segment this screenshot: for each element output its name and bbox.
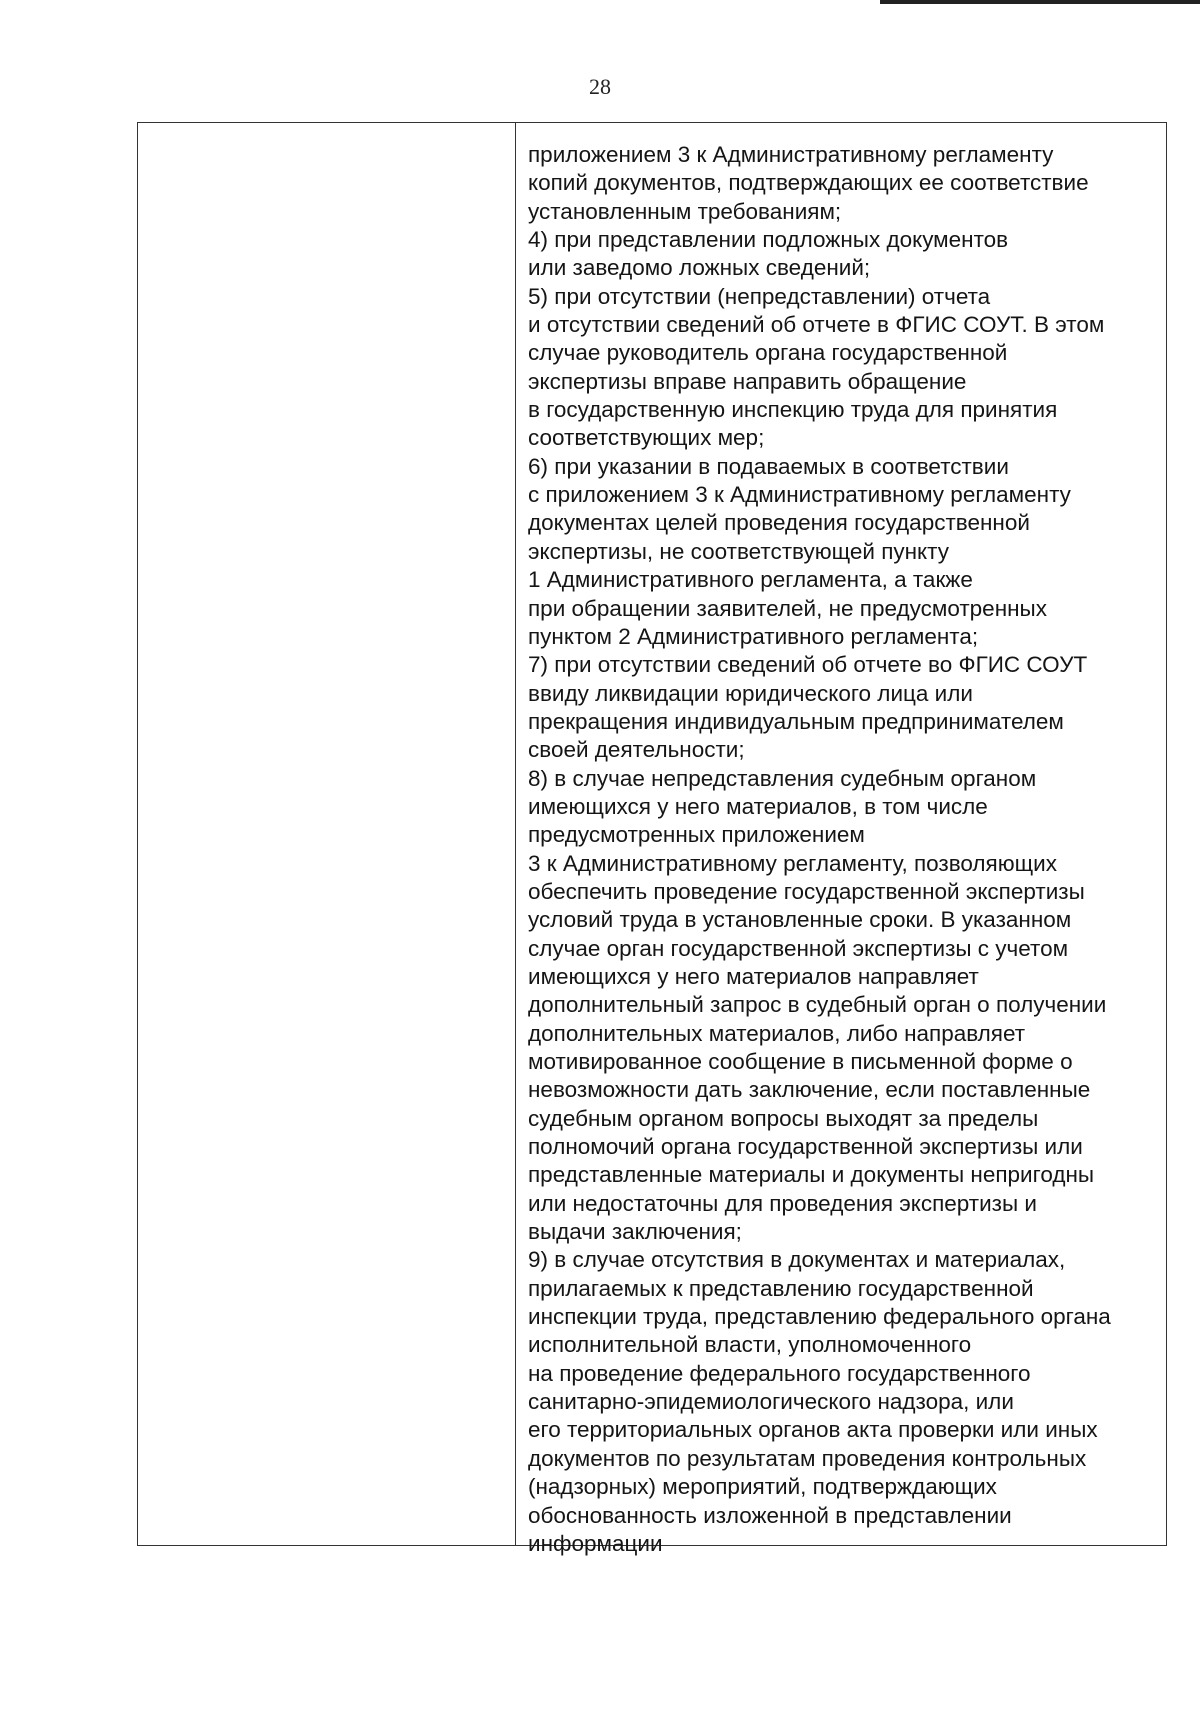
text-line: дополнительный запрос в судебный орган о получении <box>528 992 1107 1018</box>
text-line: 4) при представлении подложных документов <box>528 227 1009 253</box>
text-line: 3 к Административному регламенту, позволяющих <box>528 850 1057 876</box>
scan-edge-mark <box>880 0 1200 4</box>
text-line: представленные материалы и документы непригодны <box>528 1162 1095 1188</box>
text-line: 1 Административного регламента, а также <box>528 567 973 593</box>
text-line: установленным требованиям; <box>528 198 842 224</box>
text-line: 6) при указании в подаваемых в соответствии <box>528 453 1009 479</box>
text-line: при обращении заявителей, не предусмотренных <box>528 595 1047 621</box>
text-line: соответствующих мер; <box>528 425 765 451</box>
table-left-cell <box>138 123 516 1545</box>
text-line: экспертизы, не соответствующей пункту <box>528 538 949 564</box>
text-line: дополнительных материалов, либо направляет <box>528 1020 1026 1046</box>
text-line: исполнительной власти, уполномоченного <box>528 1332 972 1358</box>
text-line: своей деятельности; <box>528 737 745 763</box>
text-line: документах целей проведения государственной <box>528 510 1030 536</box>
text-line: случае руководитель органа государственной <box>528 340 1008 366</box>
text-line: инспекции труда, представлению федерального органа <box>528 1304 1111 1330</box>
text-line: копий документов, подтверждающих ее соответствие <box>528 170 1089 196</box>
text-line: 9) в случае отсутствия в документах и материалах, <box>528 1247 1066 1273</box>
text-line: ввиду ликвидации юридического лица или <box>528 680 973 706</box>
text-line: выдачи заключения; <box>528 1219 742 1245</box>
text-line: прилагаемых к представлению государственной <box>528 1275 1034 1301</box>
text-line: невозможности дать заключение, если поставленные <box>528 1077 1091 1103</box>
text-line: 5) при отсутствии (непредставлении) отчета <box>528 283 991 309</box>
text-line: имеющихся у него материалов направляет <box>528 963 979 989</box>
text-line: пунктом 2 Административного регламента; <box>528 623 979 649</box>
text-line: и отсутствии сведений об отчете в ФГИС СОУТ. В этом <box>528 312 1105 338</box>
text-line: информации <box>528 1530 663 1556</box>
text-line: в государственную инспекцию труда для принятия <box>528 397 1058 423</box>
text-line: 7) при отсутствии сведений об отчете во ФГИС СОУТ <box>528 652 1088 678</box>
text-line: его территориальных органов акта проверки или иных <box>528 1417 1098 1443</box>
text-line: судебным органом вопросы выходят за пределы <box>528 1105 1039 1131</box>
text-line: случае орган государственной экспертизы с учетом <box>528 935 1069 961</box>
text-line: документов по результатам проведения контрольных <box>528 1445 1087 1471</box>
text-line: или заведомо ложных сведений; <box>528 255 871 281</box>
text-line: условий труда в установленные сроки. В указанном <box>528 907 1072 933</box>
text-line: обоснованность изложенной в представлении <box>528 1502 1012 1528</box>
text-line: или недостаточны для проведения экспертизы и <box>528 1190 1037 1216</box>
text-line: на проведение федерального государственного <box>528 1360 1031 1386</box>
text-line: приложением 3 к Административному регламенту <box>528 142 1054 167</box>
text-line: (надзорных) мероприятий, подтверждающих <box>528 1474 997 1500</box>
text-line: полномочий органа государственной экспертизы или <box>528 1134 1083 1160</box>
text-line: экспертизы вправе направить обращение <box>528 368 967 394</box>
text-line: прекращения индивидуальным предпринимателем <box>528 708 1064 734</box>
text-line: обеспечить проведение государственной экспертизы <box>528 878 1085 904</box>
text-line: мотивированное сообщение в письменной форме о <box>528 1049 1073 1074</box>
document-table <box>137 122 1167 1556</box>
page-number: 28 <box>589 74 611 99</box>
table-right-cell <box>516 123 1166 1556</box>
text-line: санитарно-эпидемиологического надзора, или <box>528 1389 1014 1415</box>
text-line: имеющихся у него материалов, в том числе <box>528 793 988 819</box>
text-line: предусмотренных приложением <box>528 822 865 848</box>
text-line: с приложением 3 к Административному регламенту <box>528 482 1071 508</box>
text-line: 8) в случае непредставления судебным органом <box>528 765 1037 791</box>
